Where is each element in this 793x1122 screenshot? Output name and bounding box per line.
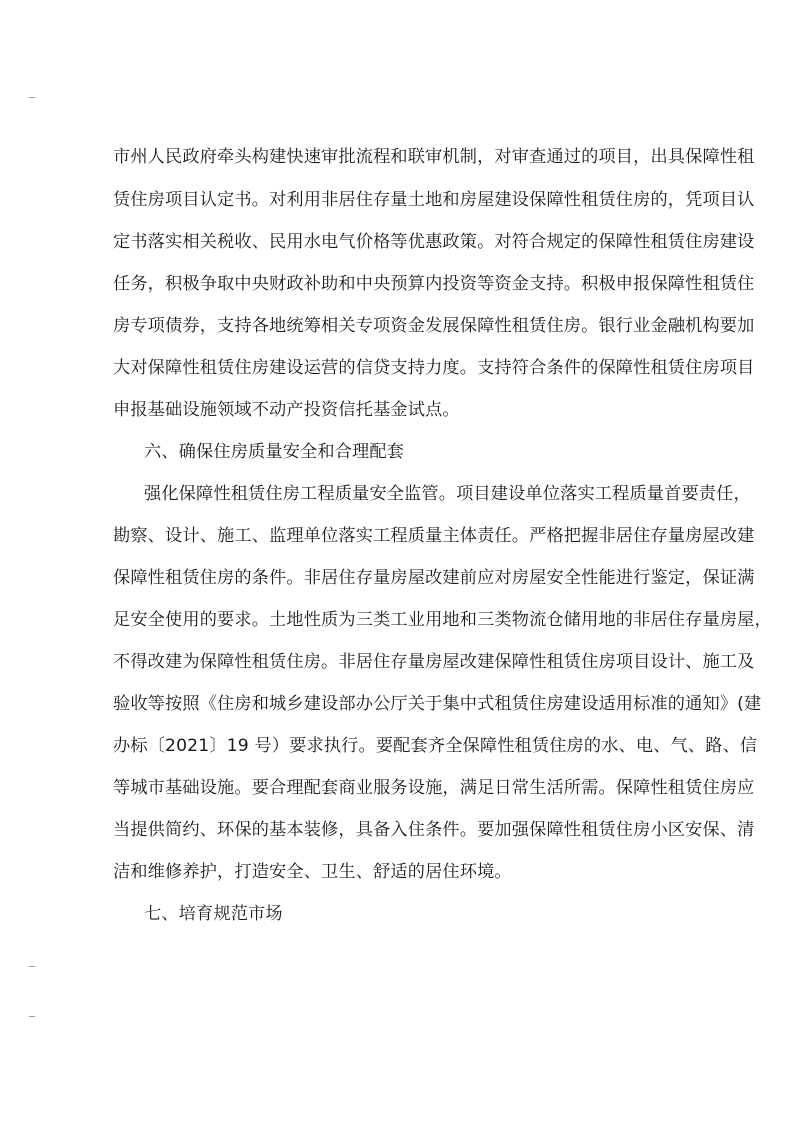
scan-margin-mark <box>29 1016 35 1017</box>
body-line: 任务，积极争取中央财政补助和中央预算内投资等资金支持。积极申报保障性租赁住 <box>113 274 755 294</box>
body-line: 强化保障性租赁住房工程质量安全监管。项目建设单位落实工程质量首要责任， <box>144 484 751 504</box>
body-line: 当提供简约、环保的基本装修，具备入住条件。要加强保障性租赁住房小区安保、清 <box>113 820 755 840</box>
section-heading-7: 七、培育规范市场 <box>144 904 283 924</box>
section-heading-6: 六、确保住房质量安全和合理配套 <box>144 442 405 462</box>
body-line: 定书落实相关税收、民用水电气价格等优惠政策。对符合规定的保障性租赁住房建设 <box>113 232 755 252</box>
body-line: 足安全使用的要求。土地性质为三类工业用地和三类物流仓储用地的非居住存量房屋， <box>113 610 772 630</box>
body-line: 房专项债券，支持各地统筹相关专项资金发展保障性租赁住房。银行业金融机构要加 <box>113 316 755 336</box>
body-line: 赁住房项目认定书。对利用非居住存量土地和房屋建设保障性租赁住房的，凭项目认 <box>113 190 755 210</box>
body-line: 验收等按照《住房和城乡建设部办公厅关于集中式租赁住房建设适用标准的通知》(建 <box>113 694 762 714</box>
body-line: 申报基础设施领域不动产投资信托基金试点。 <box>113 400 460 420</box>
scan-margin-mark <box>29 97 35 98</box>
body-line: 等城市基础设施。要合理配套商业服务设施，满足日常生活所需。保障性租赁住房应 <box>113 778 755 798</box>
body-line: 不得改建为保障性租赁住房。非居住存量房屋改建保障性租赁住房项目设计、施工及 <box>113 652 755 672</box>
body-line: 市州人民政府牵头构建快速审批流程和联审机制，对审查通过的项目，出具保障性租 <box>113 147 755 167</box>
body-line: 办标〔2021〕19 号）要求执行。要配套齐全保障性租赁住房的水、电、气、路、信 <box>113 736 758 756</box>
body-line: 勘察、设计、施工、监理单位落实工程质量主体责任。严格把握非居住存量房屋改建 <box>113 526 755 546</box>
body-line: 保障性租赁住房的条件。非居住存量房屋改建前应对房屋安全性能进行鉴定，保证满 <box>113 568 755 588</box>
body-line: 洁和维修养护，打造安全、卫生、舒适的居住环境。 <box>113 862 512 882</box>
scan-margin-mark <box>29 966 35 967</box>
body-line: 大对保障性租赁住房建设运营的信贷支持力度。支持符合条件的保障性租赁住房项目 <box>113 358 755 378</box>
